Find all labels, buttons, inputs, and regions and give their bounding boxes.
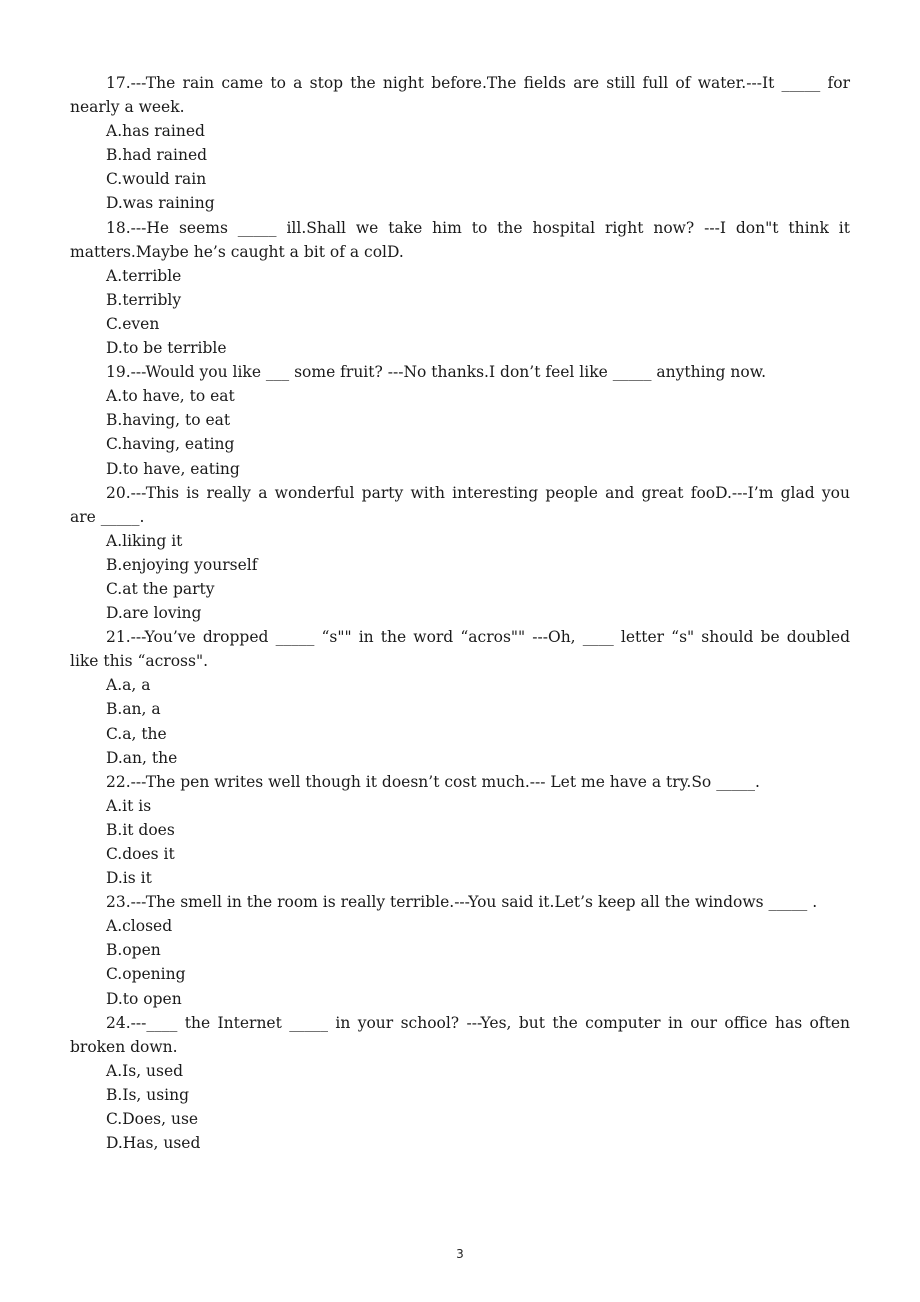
option-a: A.to have, to eat — [106, 387, 235, 406]
option-a: A.terrible — [106, 266, 182, 285]
question-24 — [70, 1011, 850, 1156]
option-b: B.it does — [106, 820, 175, 839]
question-stem: 18.---He seems _____ ill.Shall we take him to the hospital right now? ---I don"t think it matters.Maybe he’s caught a bit of a colD. — [70, 218, 850, 261]
question-stem: 22.---The pen writes well though it doesn’t cost much.--- Let me have a try.So _____. — [106, 772, 760, 791]
options-list — [70, 264, 850, 360]
options-list — [70, 384, 850, 480]
option-a: A.it is — [106, 796, 152, 815]
question-stem: 21.---You’ve dropped _____ “s"" in the word “acros"" ---Oh, ____ letter “s" should be doubled like this “across". — [70, 628, 850, 671]
option-d: D.is it — [106, 869, 152, 888]
option-c: C.even — [106, 314, 160, 333]
option-b: B.Is, using — [106, 1085, 190, 1104]
option-c: C.a, the — [106, 724, 167, 743]
option-b: B.terribly — [106, 290, 182, 309]
option-c: C.opening — [106, 965, 186, 984]
option-d: D.to open — [106, 989, 182, 1008]
option-d: D.to have, eating — [106, 459, 240, 478]
option-d: D.an, the — [106, 748, 178, 767]
question-17 — [70, 71, 850, 216]
question-18 — [70, 216, 850, 361]
options-list — [70, 119, 850, 215]
question-20 — [70, 481, 850, 626]
question-19 — [70, 360, 850, 480]
option-c: C.at the party — [106, 579, 215, 598]
option-d: D.Has, used — [106, 1134, 201, 1153]
options-list — [70, 794, 850, 890]
question-list — [70, 71, 850, 1155]
option-a: A.Is, used — [106, 1061, 184, 1080]
question-stem: 19.---Would you like ___ some fruit? ---No thanks.I don’t feel like _____ anything now. — [106, 363, 767, 382]
option-b: B.an, a — [106, 700, 161, 719]
option-a: A.liking it — [106, 531, 183, 550]
question-stem: 20.---This is really a wonderful party with interesting people and great fooD.---I’m glad you are _____. — [70, 483, 850, 526]
option-d: D.was raining — [106, 194, 215, 213]
question-21 — [70, 625, 850, 770]
option-a: A.a, a — [106, 676, 151, 695]
options-list — [70, 673, 850, 769]
option-b: B.having, to eat — [106, 411, 231, 430]
option-c: C.Does, use — [106, 1110, 199, 1129]
option-d: D.to be terrible — [106, 339, 227, 358]
option-a: A.closed — [106, 917, 173, 936]
option-b: B.enjoying yourself — [106, 555, 258, 574]
question-stem: 24.---____ the Internet _____ in your school? ---Yes, but the computer in our office has often broken down. — [70, 1013, 850, 1056]
page-number: 3 — [456, 1247, 464, 1261]
option-c: C.would rain — [106, 170, 207, 189]
question-stem: 17.---The rain came to a stop the night before.The fields are still full of water.---It _____ for nearly a week. — [70, 74, 850, 117]
options-list — [70, 1059, 850, 1155]
options-list — [70, 914, 850, 1010]
options-list — [70, 529, 850, 625]
question-stem: 23.---The smell in the room is really terrible.---You said it.Let’s keep all the windows _____ . — [106, 893, 818, 912]
option-c: C.does it — [106, 845, 175, 863]
option-b: B.open — [106, 941, 161, 960]
option-c: C.having, eating — [106, 435, 235, 454]
question-22 — [70, 770, 850, 890]
option-d: D.are loving — [106, 604, 202, 623]
option-b: B.had rained — [106, 146, 208, 165]
option-a: A.has rained — [106, 122, 205, 141]
question-23 — [70, 890, 850, 1010]
